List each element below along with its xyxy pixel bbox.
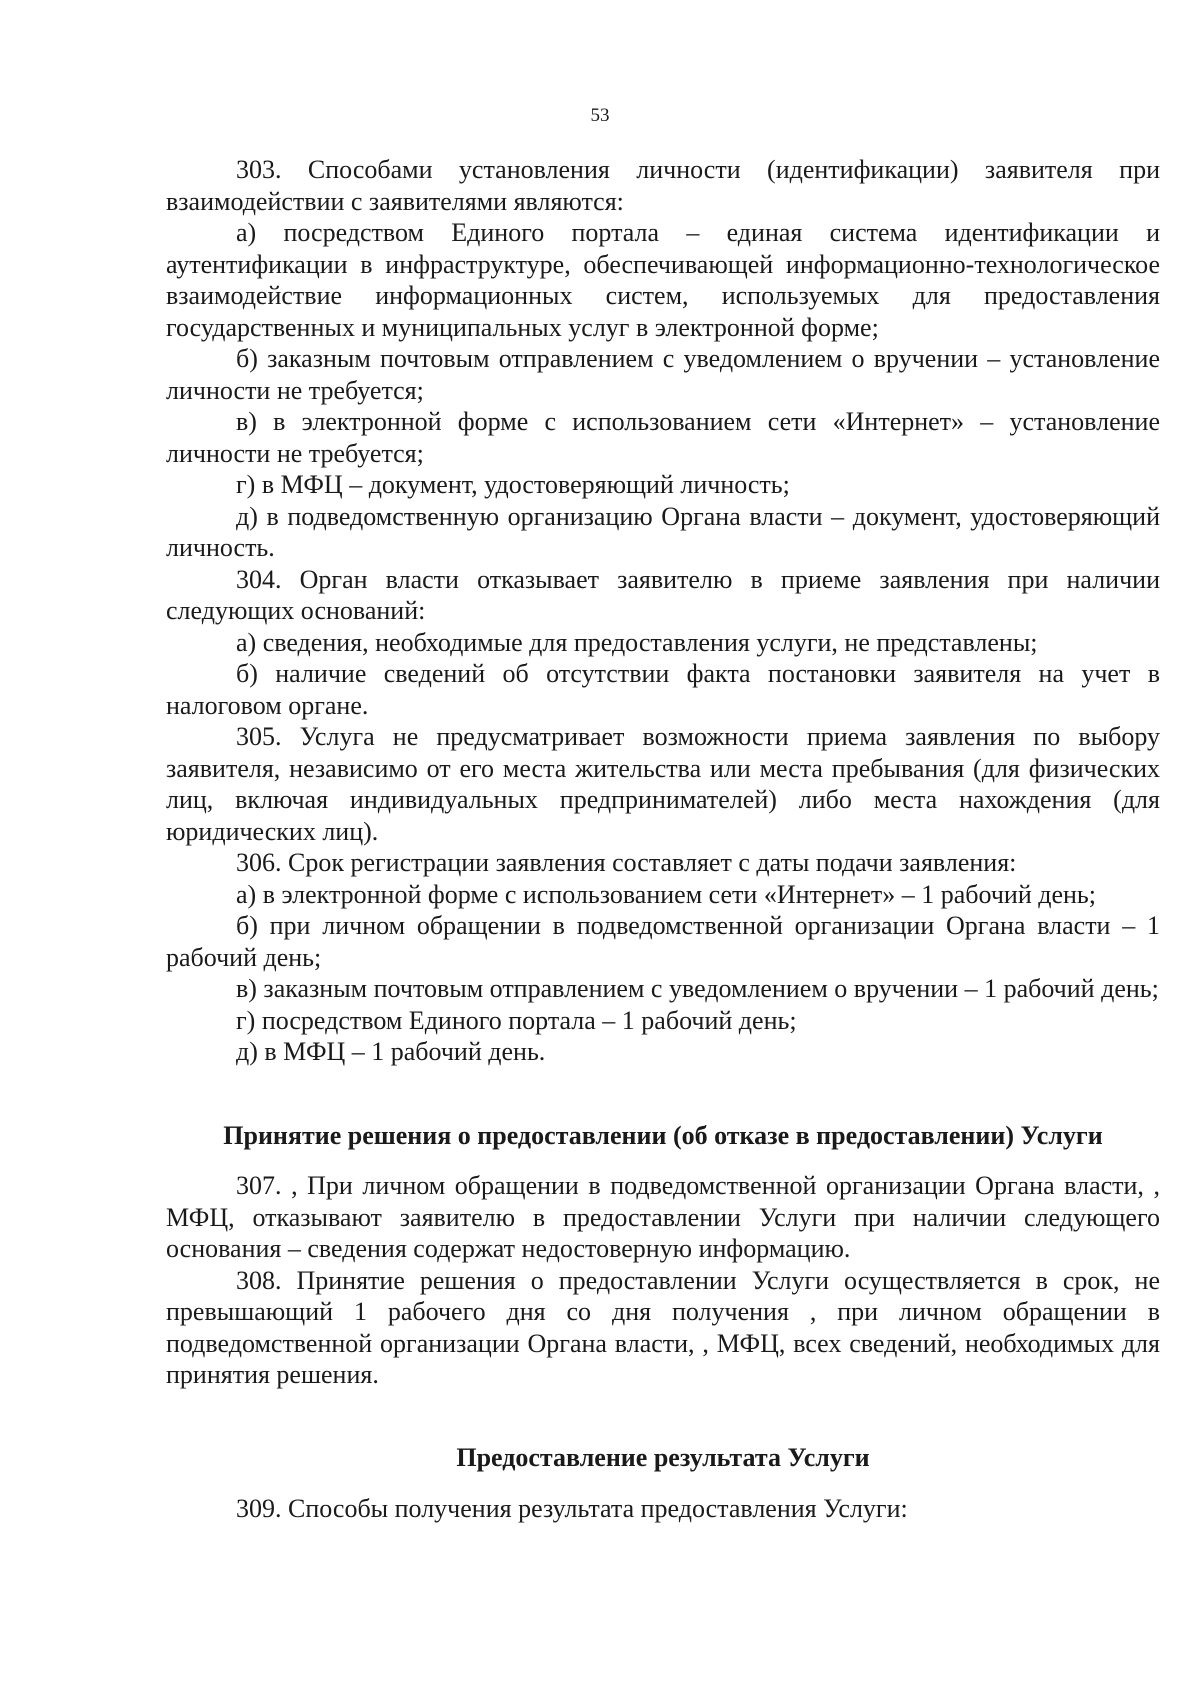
paragraph-303-v: в) в электронной форме с использованием сети «Интернет» – установление личности не требуется; — [166, 407, 1160, 468]
paragraph-306-d: д) в МФЦ – 1 рабочий день. — [236, 1037, 546, 1066]
paragraph-306-v: в) заказным почтовым отправлением с уведомлением о вручении – 1 рабочий день; — [236, 974, 1159, 1003]
paragraph-303-d: д) в подведомственную организацию Органа власти – документ, удостоверяющий личность. — [166, 501, 1160, 562]
page-number: 53 — [590, 105, 610, 126]
paragraph-303-g: г) в МФЦ – документ, удостоверяющий личность; — [236, 470, 790, 499]
paragraph-309: 309. Способы получения результата предоставления Услуги: — [236, 1494, 908, 1523]
paragraph-306-a: а) в электронной форме с использованием сети «Интернет» – 1 рабочий день; — [236, 879, 1096, 909]
paragraph-308: 308. Принятие решения о предоставлении Услуги осуществляется в срок, не превышающий 1 рабочего дня со дня получения , при личном обращении в подведомственной организации Органа власти, , МФЦ, всех сведений, необходимых для принятия решения. — [166, 1265, 1160, 1389]
section-heading-result: Предоставление результата Услуги — [456, 1442, 870, 1472]
paragraph-307: 307. , При личном обращении в подведомственной организации Органа власти, , МФЦ, отказывают заявителю в предоставлении Услуги при наличии следующего основания – сведения содержат недостоверную информацию. — [166, 1171, 1160, 1263]
paragraph-303-a: а) посредством Единого портала – единая система идентификации и аутентификации в инфраструктуре, обеспечивающей информационно-технологическое взаимодействие информационных систем, используемых для предоставления государственных и муниципальных услуг в электронной форме; — [166, 218, 1160, 342]
paragraph-303: 303. Способами установления личности (идентификации) заявителя при взаимодействии с заявителями являются: — [166, 155, 1160, 216]
paragraph-306-b: б) при личном обращении в подведомственной организации Органа власти – 1 рабочий день; — [166, 911, 1160, 972]
paragraph-306: 306. Срок регистрации заявления составляет с даты подачи заявления: — [236, 848, 1017, 877]
page-body — [166, 154, 1160, 1525]
paragraph-305: 305. Услуга не предусматривает возможности приема заявления по выбору заявителя, независимо от его места жительства или места пребывания (для физических лиц, включая индивидуальных предпринимателей) либо места нахождения (для юридических лиц). — [166, 722, 1160, 846]
paragraph-304-a: а) сведения, необходимые для предоставления услуги, не представлены; — [236, 627, 1038, 657]
paragraph-303-b: б) заказным почтовым отправлением с уведомлением о вручении – установление личности не требуется; — [166, 344, 1160, 405]
paragraph-306-g: г) посредством Единого портала – 1 рабочий день; — [236, 1005, 797, 1035]
paragraph-304-b: б) наличие сведений об отсутствии факта постановки заявителя на учет в налоговом органе. — [166, 659, 1160, 720]
paragraph-304: 304. Орган власти отказывает заявителю в приеме заявления при наличии следующих оснований: — [166, 564, 1160, 625]
section-heading-decision: Принятие решения о предоставлении (об отказе в предоставлении) Услуги — [223, 1120, 1103, 1150]
